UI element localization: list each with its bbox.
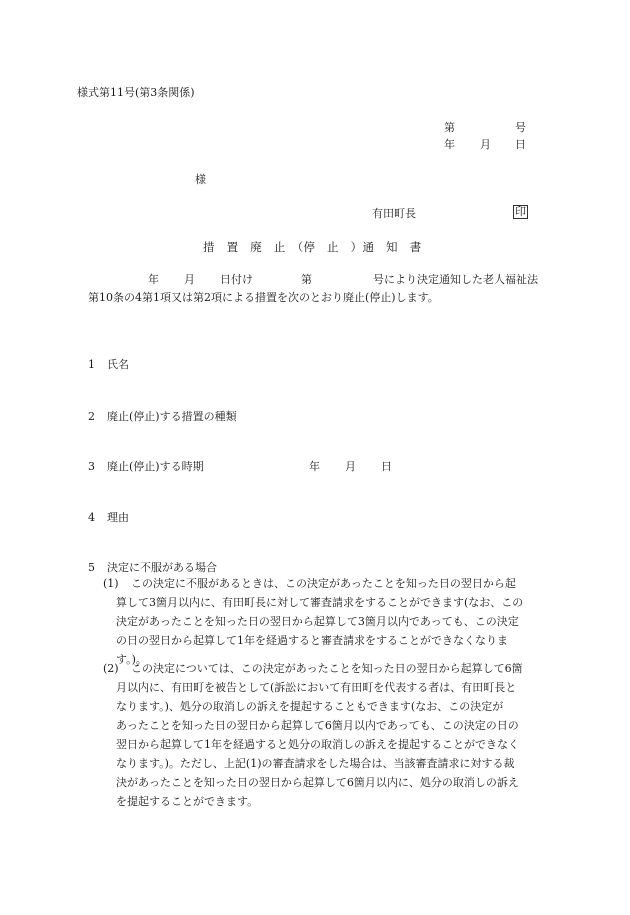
item-1-number: 1 <box>88 358 95 371</box>
date-month: 月 <box>480 138 491 151</box>
sub-item-2-marker: (2) <box>103 662 119 675</box>
paragraph-line: す。)。 <box>116 653 147 666</box>
item-3-label: 廃止(停止)する時期 <box>107 460 204 473</box>
paragraph-line: なります。)。ただし、上記(1)の審査請求をした場合は、当該審査請求に対する裁 <box>116 757 515 770</box>
sub-item-1-marker: (1) <box>103 577 119 590</box>
sub-item-1-line-1: この決定に不服があるときは、この決定があったことを知った日の翌日から起 <box>131 577 516 590</box>
intro-dai: 第 <box>301 273 312 286</box>
item-4-label: 理由 <box>107 511 129 524</box>
item-1-label: 氏名 <box>107 358 129 371</box>
addressee-suffix: 様 <box>195 173 206 186</box>
paragraph-line: 算して3箇月以内に、有田町長に対して審査請求をすることができます(なお、この <box>116 596 524 609</box>
doc-number-suffix: 号 <box>515 121 526 134</box>
issuer-name: 有田町長 <box>372 207 416 220</box>
doc-number-prefix: 第 <box>444 121 455 134</box>
sub-item-2-body <box>116 678 519 811</box>
intro-text-line2: 第10条の4第1項又は第2項による措置を次のとおり廃止(停止)します。 <box>88 291 439 304</box>
item-2-number: 2 <box>88 410 95 423</box>
paragraph-line: 決があったことを知った日の翌日から起算して6箇月以内に、処分の取消しの訴え <box>116 776 519 789</box>
paragraph-line: 決定があったことを知った日の翌日から起算して3箇月以内であっても、この決定 <box>116 615 519 628</box>
intro-month: 月 <box>184 273 195 286</box>
paragraph-line: 月以内に、有田町を被告として(訴訟において有田町を代表する者は、有田町長と <box>116 681 517 694</box>
paragraph-line: 翌日から起算して1年を経過すると処分の取消しの訴えを提起することができなく <box>116 738 519 751</box>
sub-item-1-body <box>116 593 523 669</box>
item-5-number: 5 <box>88 561 95 574</box>
paragraph-line: を提起することができます。 <box>116 795 259 808</box>
intro-day: 日付け <box>220 273 253 286</box>
issuer-seal: 印 <box>515 205 526 218</box>
item-3-year: 年 <box>309 460 320 473</box>
item-3-month: 月 <box>345 460 356 473</box>
paragraph-line: あったことを知った日の翌日から起算して6箇月以内であっても、この決定の日の <box>116 719 519 732</box>
paragraph-line: の日の翌日から起算して1年を経過すると審査請求をすることができなくなりま <box>116 634 508 647</box>
item-5-label: 決定に不服がある場合 <box>107 561 217 574</box>
item-3-day: 日 <box>381 460 392 473</box>
intro-text: 号により決定通知した老人福祉法 <box>373 273 538 286</box>
intro-year: 年 <box>148 273 159 286</box>
paragraph-line: なります。)、処分の取消しの訴えを提起することもできます(なお、この決定が <box>116 700 504 713</box>
document-title: 措 置 廃 止 （停 止 ）通 知 書 <box>203 240 422 254</box>
item-3-number: 3 <box>88 460 95 473</box>
form-number: 様式第11号(第3条関係) <box>77 86 195 99</box>
date-day: 日 <box>515 138 526 151</box>
sub-item-2-line-1: この決定については、この決定があったことを知った日の翌日から起算して6箇 <box>131 662 523 675</box>
item-4-number: 4 <box>88 511 95 524</box>
item-2-label: 廃止(停止)する措置の種類 <box>107 410 237 423</box>
date-year: 年 <box>444 138 455 151</box>
